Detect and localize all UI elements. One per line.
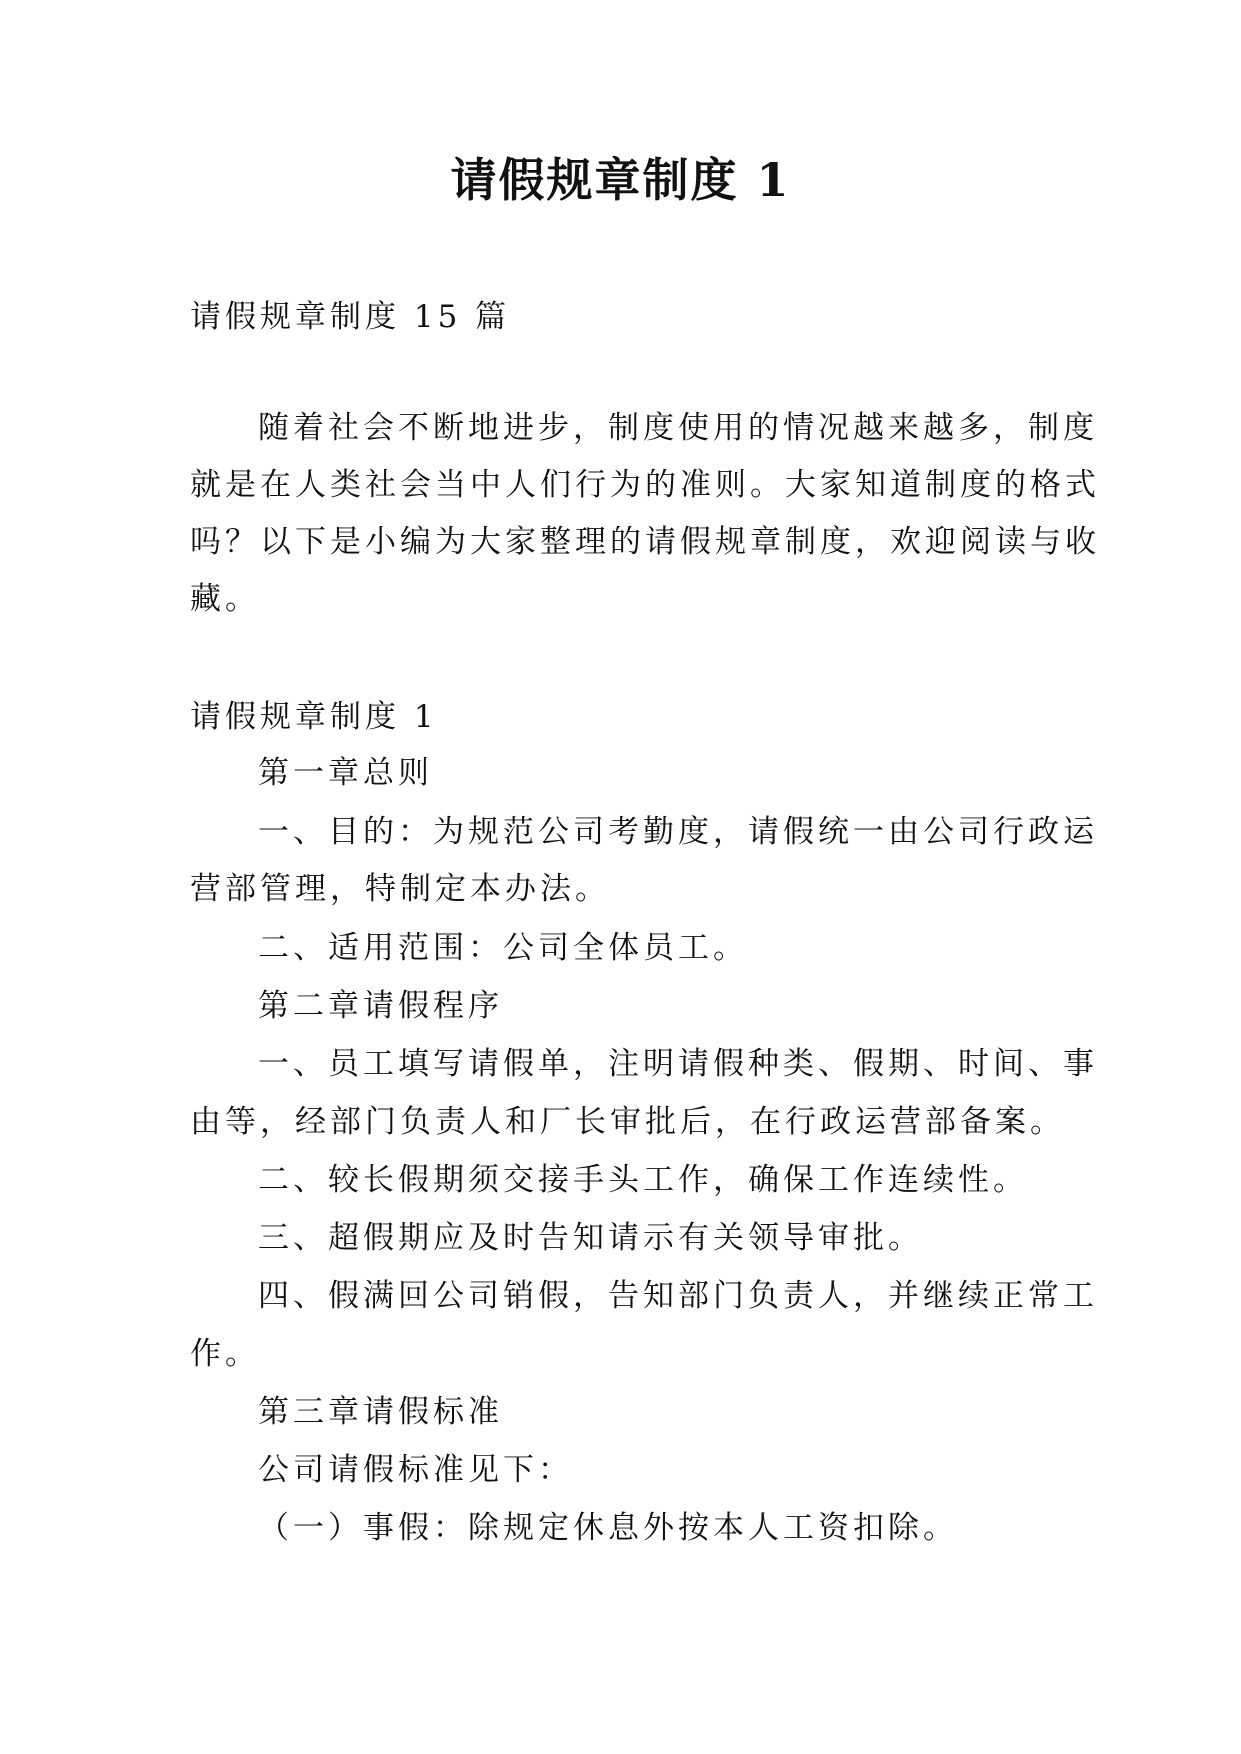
paragraph-line: （一）事假：除规定休息外按本人工资扣除。 xyxy=(258,1510,958,1546)
paragraph-line: 作。 xyxy=(190,1336,260,1372)
paragraph-line: 三、超假期应及时告知请示有关领导审批。 xyxy=(258,1220,923,1256)
paragraph-line: 一、目的：为规范公司考勤度，请假统一由公司行政运 xyxy=(258,814,1098,850)
intro-line-1: 随着社会不断地进步，制度使用的情况越来越多，制度 xyxy=(258,410,1098,446)
paragraph-line: 公司请假标准见下： xyxy=(258,1452,573,1488)
document-title: 请假规章制度 1 xyxy=(450,153,791,207)
intro-line-2: 就是在人类社会当中人们行为的准则。大家知道制度的格式 xyxy=(190,467,1100,503)
paragraph-line: 四、假满回公司销假，告知部门负责人，并继续正常工 xyxy=(258,1278,1098,1314)
subtitle-line: 请假规章制度 15 篇 xyxy=(190,299,511,335)
chapter-3-heading: 第三章请假标准 xyxy=(258,1394,503,1430)
chapter-1-heading: 第一章总则 xyxy=(258,755,433,791)
paragraph-line: 由等，经部门负责人和厂长审批后，在行政运营部备案。 xyxy=(190,1104,1065,1140)
chapter-2-heading: 第二章请假程序 xyxy=(258,988,503,1024)
intro-line-3: 吗？以下是小编为大家整理的请假规章制度，欢迎阅读与收 xyxy=(190,524,1100,560)
paragraph-line: 一、员工填写请假单，注明请假种类、假期、时间、事 xyxy=(258,1046,1098,1082)
paragraph-line: 二、较长假期须交接手头工作，确保工作连续性。 xyxy=(258,1162,1028,1198)
intro-line-4: 藏。 xyxy=(190,581,260,617)
paragraph-line: 营部管理，特制定本办法。 xyxy=(190,871,610,907)
section-heading: 请假规章制度 1 xyxy=(190,699,438,735)
paragraph-line: 二、适用范围：公司全体员工。 xyxy=(258,930,748,966)
